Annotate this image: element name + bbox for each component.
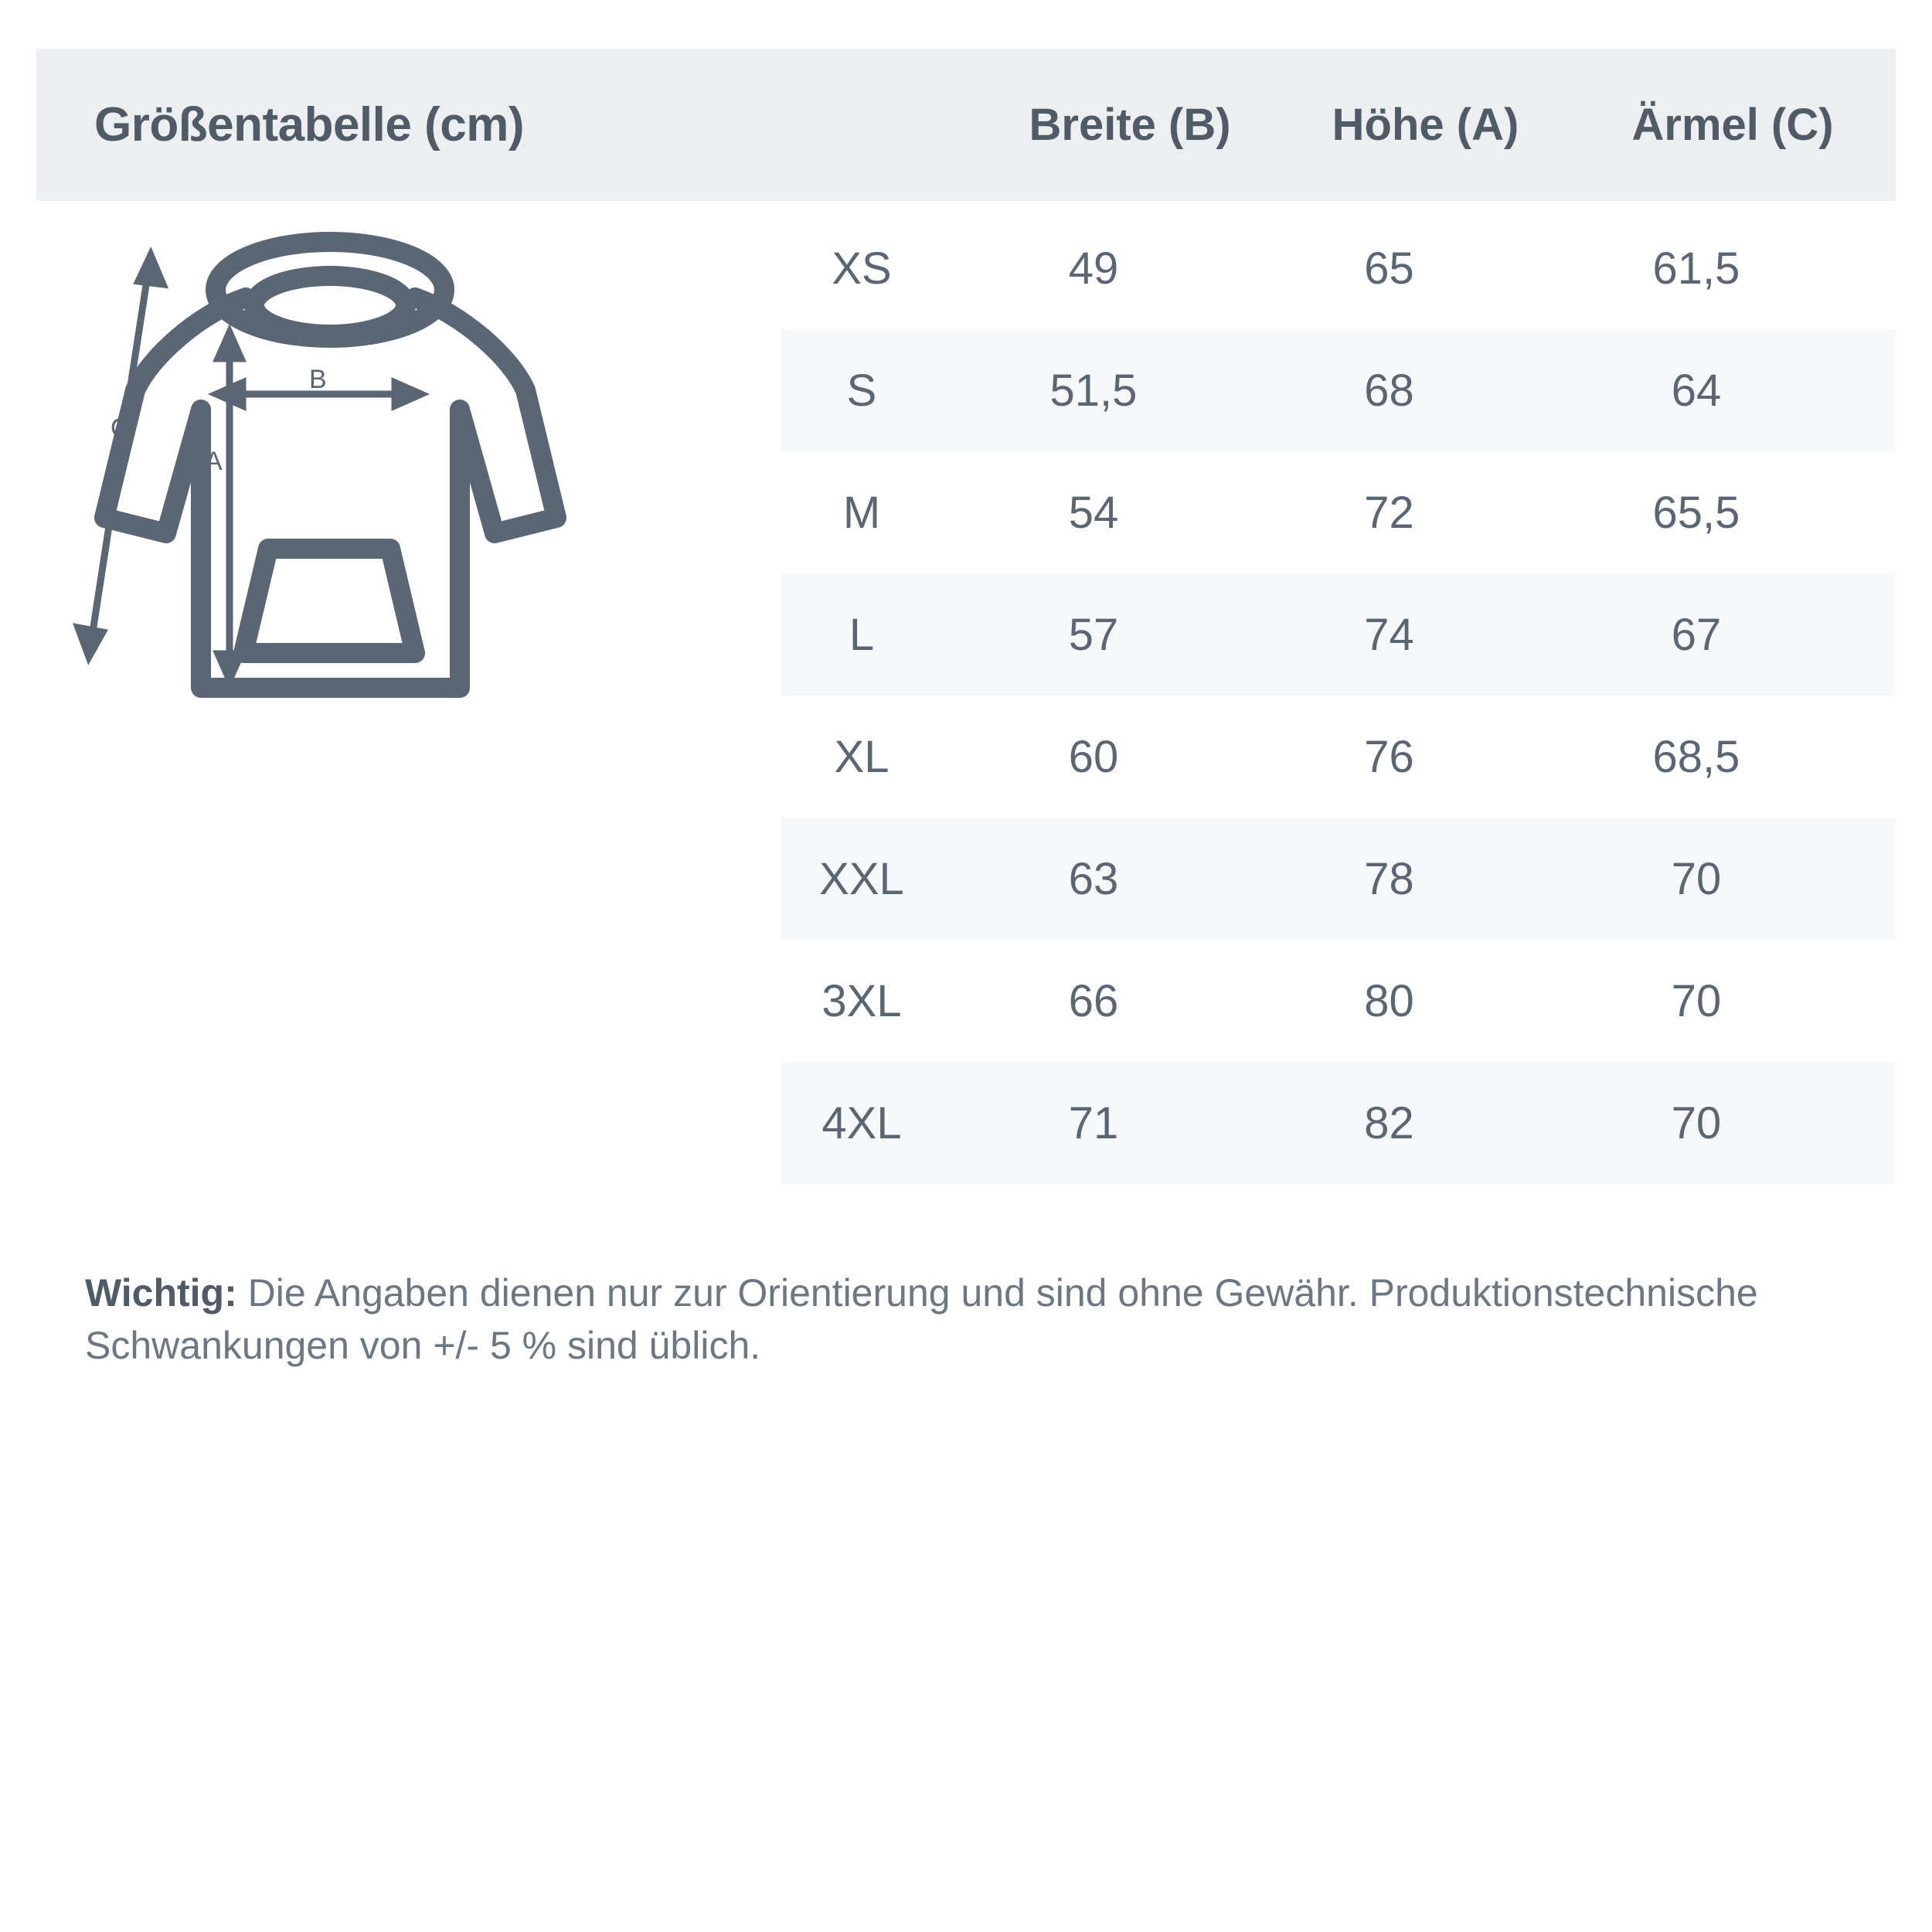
table-row: [781, 451, 1896, 573]
label-b: B: [309, 365, 327, 394]
hoodie-outline-icon: [104, 242, 556, 688]
cell-sleeve: 70: [1671, 975, 1722, 1026]
cell-height: 80: [1364, 975, 1414, 1026]
cell-height: 78: [1364, 853, 1414, 904]
cell-sleeve: 64: [1671, 365, 1722, 416]
cell-size: S: [846, 365, 877, 416]
cell-size: XL: [834, 731, 889, 782]
column-header-width: Breite (B): [1029, 100, 1231, 150]
cell-height: 68: [1364, 365, 1414, 416]
cell-width: 63: [1068, 853, 1119, 904]
cell-height: 82: [1364, 1097, 1414, 1148]
disclaimer-text: Die Angaben dienen nur zur Orientierung und sind ohne Gewähr. Produktionstechnische Schwankungen von +/- 5 % sind üblich.: [85, 1271, 1758, 1367]
cell-size: M: [842, 487, 881, 538]
column-header-height: Höhe (A): [1332, 100, 1519, 150]
cell-sleeve: 65,5: [1652, 487, 1740, 538]
size-table: [781, 207, 1896, 1184]
size-chart-header: [36, 49, 1896, 201]
page-title: Größentabelle (cm): [94, 98, 524, 151]
table-row: [781, 940, 1896, 1062]
cell-sleeve: 61,5: [1652, 243, 1740, 294]
cell-height: 65: [1364, 243, 1414, 294]
table-row: [781, 573, 1896, 696]
cell-sleeve: 70: [1671, 853, 1722, 904]
label-c: C: [111, 413, 130, 443]
label-a: A: [205, 447, 223, 476]
table-row: [781, 696, 1896, 818]
table-row: [781, 1062, 1896, 1184]
cell-sleeve: 68,5: [1652, 731, 1740, 782]
cell-width: 66: [1068, 975, 1119, 1026]
cell-size: XXL: [819, 853, 904, 904]
disclaimer: [85, 1267, 1862, 1372]
column-headers: [817, 49, 1932, 201]
cell-size: 3XL: [821, 975, 902, 1026]
cell-sleeve: 67: [1671, 609, 1722, 660]
column-header-sleeve: Ärmel (C): [1631, 100, 1834, 150]
cell-size: L: [849, 609, 875, 660]
table-row: [781, 329, 1896, 451]
table-row: [781, 818, 1896, 940]
cell-height: 76: [1364, 731, 1414, 782]
table-row: [781, 207, 1896, 329]
cell-width: 54: [1068, 487, 1119, 538]
hoodie-diagram: [58, 224, 777, 850]
cell-size: 4XL: [821, 1097, 902, 1148]
cell-sleeve: 70: [1671, 1097, 1722, 1148]
cell-width: 60: [1068, 731, 1119, 782]
cell-width: 49: [1068, 243, 1119, 294]
disclaimer-label: Wichtig:: [85, 1271, 237, 1315]
cell-height: 74: [1364, 609, 1414, 660]
cell-height: 72: [1364, 487, 1414, 538]
cell-width: 57: [1068, 609, 1119, 660]
cell-width: 71: [1068, 1097, 1119, 1148]
cell-width: 51,5: [1049, 365, 1138, 416]
cell-size: XS: [832, 243, 892, 294]
